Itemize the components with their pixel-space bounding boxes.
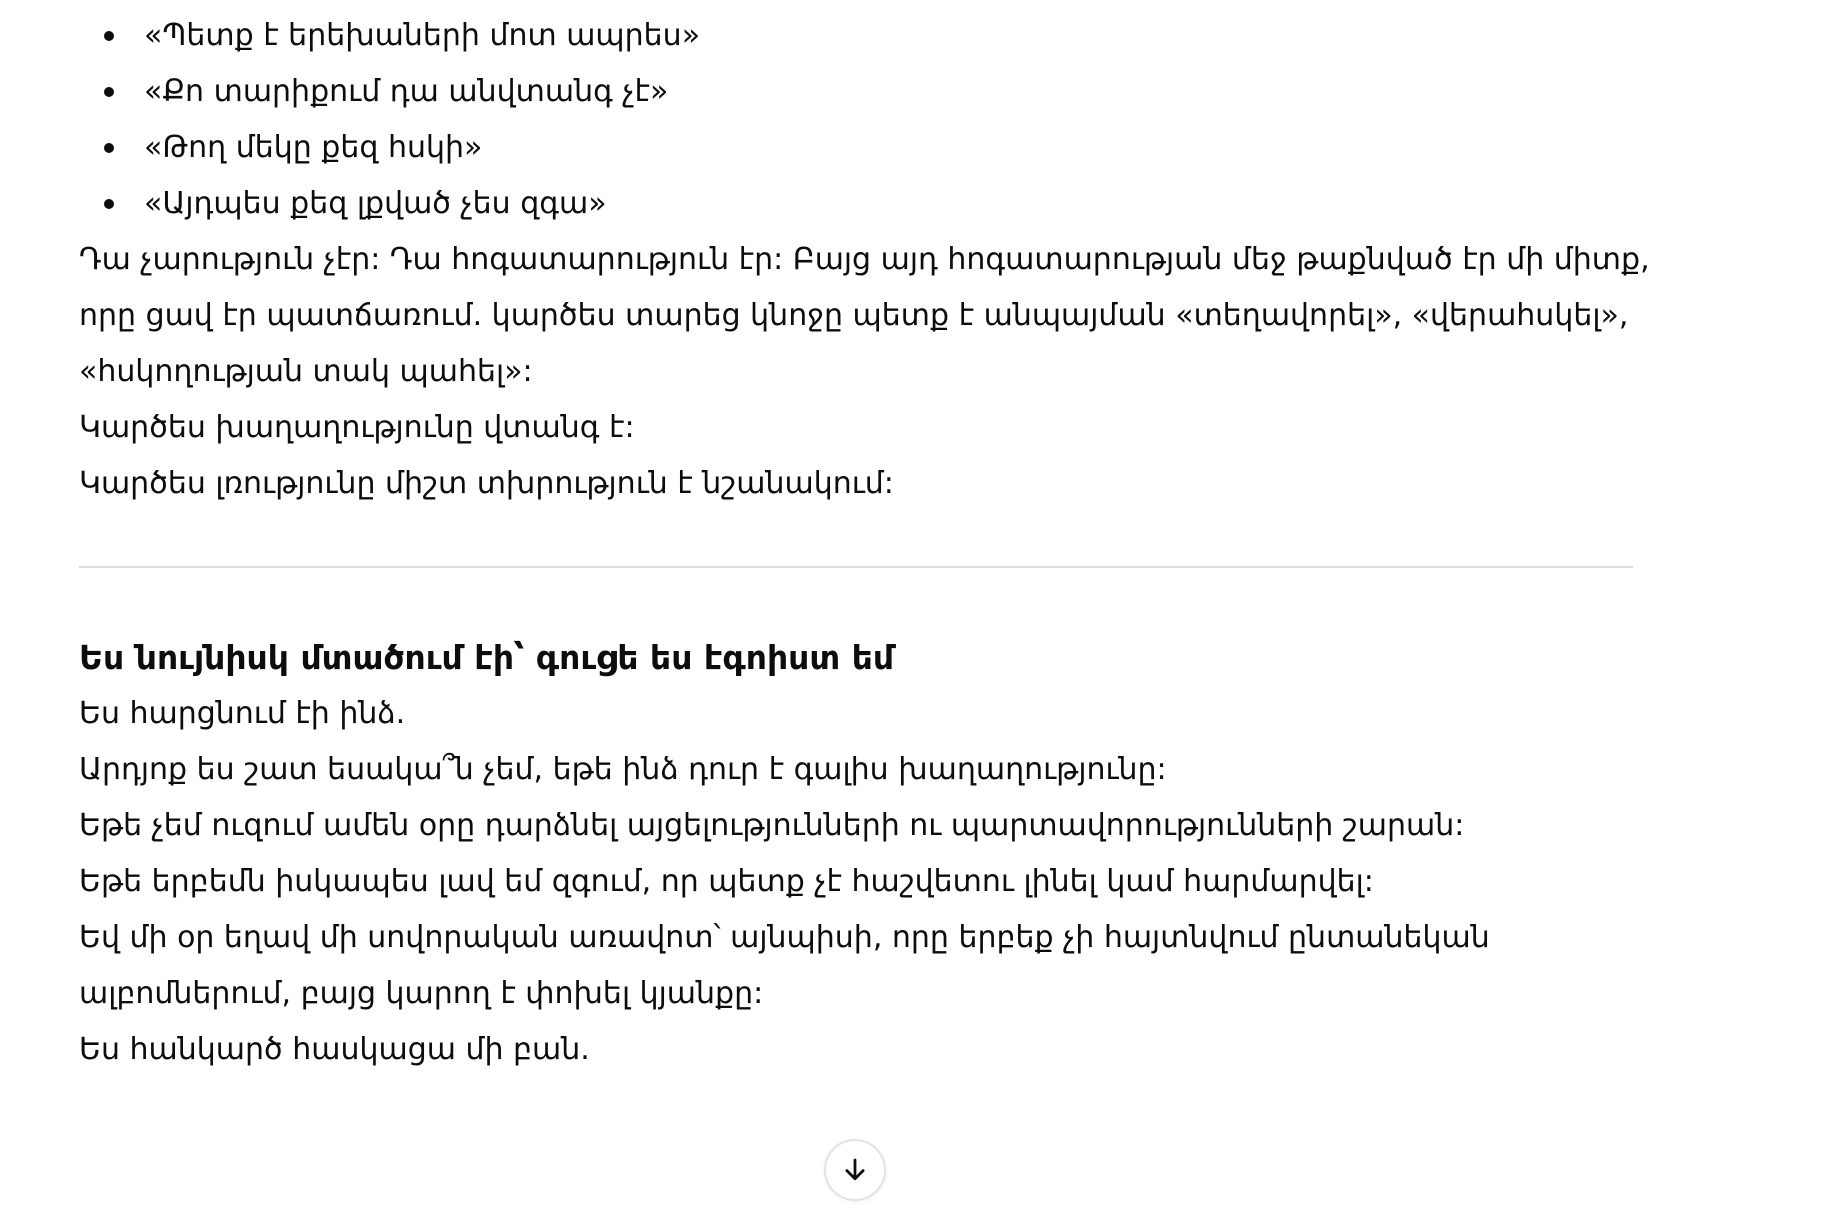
bullet-icon — [104, 31, 114, 41]
paragraph-line: Եվ մի օր եղավ մի սովորական առավոտ՝ այնպիսի, որը երբեք չի հայտնվում ընտանեկան — [79, 920, 1490, 955]
paragraph-line: Եթե չեմ ուզում ամեն օրը դարձնել այցելությունների ու պարտավորությունների շարան: — [79, 808, 1465, 843]
list-item-text: «Թող մեկը քեզ հսկի» — [144, 130, 483, 165]
list-item — [79, 176, 1629, 232]
paragraph-peace — [79, 400, 1629, 512]
paragraph-line: Եթե երբեմն իսկապես լավ եմ զգում, որ պետք չէ հաշվետու լինել կամ հարմարվել: — [79, 864, 1374, 899]
list-item — [79, 120, 1629, 176]
paragraph-line: Ես հանկարծ հասկացա մի բան. — [79, 1032, 590, 1067]
section-heading: Ես նույնիսկ մտածում էի՝ գուցե ես էգոիստ եմ — [79, 638, 895, 677]
list-item-text: «Քո տարիքում դա անվտանգ չէ» — [144, 74, 669, 109]
paragraph-line: ալբոմներում, բայց կարող է փոխել կյանքը: — [79, 976, 764, 1011]
paragraph-care — [79, 232, 1650, 400]
list-item-text: «Պետք է երեխաների մոտ ապրես» — [144, 18, 701, 53]
scroll-to-bottom-button[interactable] — [824, 1139, 886, 1201]
list-item — [79, 8, 1629, 64]
list-item — [79, 64, 1629, 120]
list-item-text: «Այդպես քեզ լքված չես զգա» — [144, 186, 607, 221]
section-divider — [79, 566, 1633, 568]
quote-list — [79, 0, 1629, 232]
paragraph-questions — [79, 742, 1629, 910]
paragraph-line: Կարծես լռությունը միշտ տխրություն է նշանակում: — [79, 466, 894, 501]
paragraph-line: «հսկողության տակ պահել»: — [79, 354, 533, 389]
arrow-down-icon — [840, 1155, 870, 1185]
paragraph-line: Արդյոք ես շատ եսակա՞ն չեմ, եթե ինձ դուր է գալիս խաղաղությունը: — [79, 752, 1167, 787]
paragraph-line: Ես հարցնում էի ինձ. — [79, 696, 406, 731]
paragraph-line: Դա չարություն չէր: Դա հոգատարություն էր: Բայց այդ հոգատարության մեջ թաքնված էր մի միտք, — [79, 242, 1650, 277]
bullet-icon — [104, 143, 114, 153]
bullet-icon — [104, 87, 114, 97]
paragraph-line: Կարծես խաղաղությունը վտանգ է: — [79, 410, 635, 445]
article-content — [79, 0, 1650, 1078]
paragraph-line: որը ցավ էր պատճառում. կարծես տարեց կնոջը պետք է անպայման «տեղավորել», «վերահսկել», — [79, 298, 1629, 333]
bullet-icon — [104, 199, 114, 209]
paragraph-realization — [79, 1022, 1629, 1078]
paragraph-ask — [79, 686, 1629, 742]
paragraph-morning — [79, 910, 1629, 1022]
